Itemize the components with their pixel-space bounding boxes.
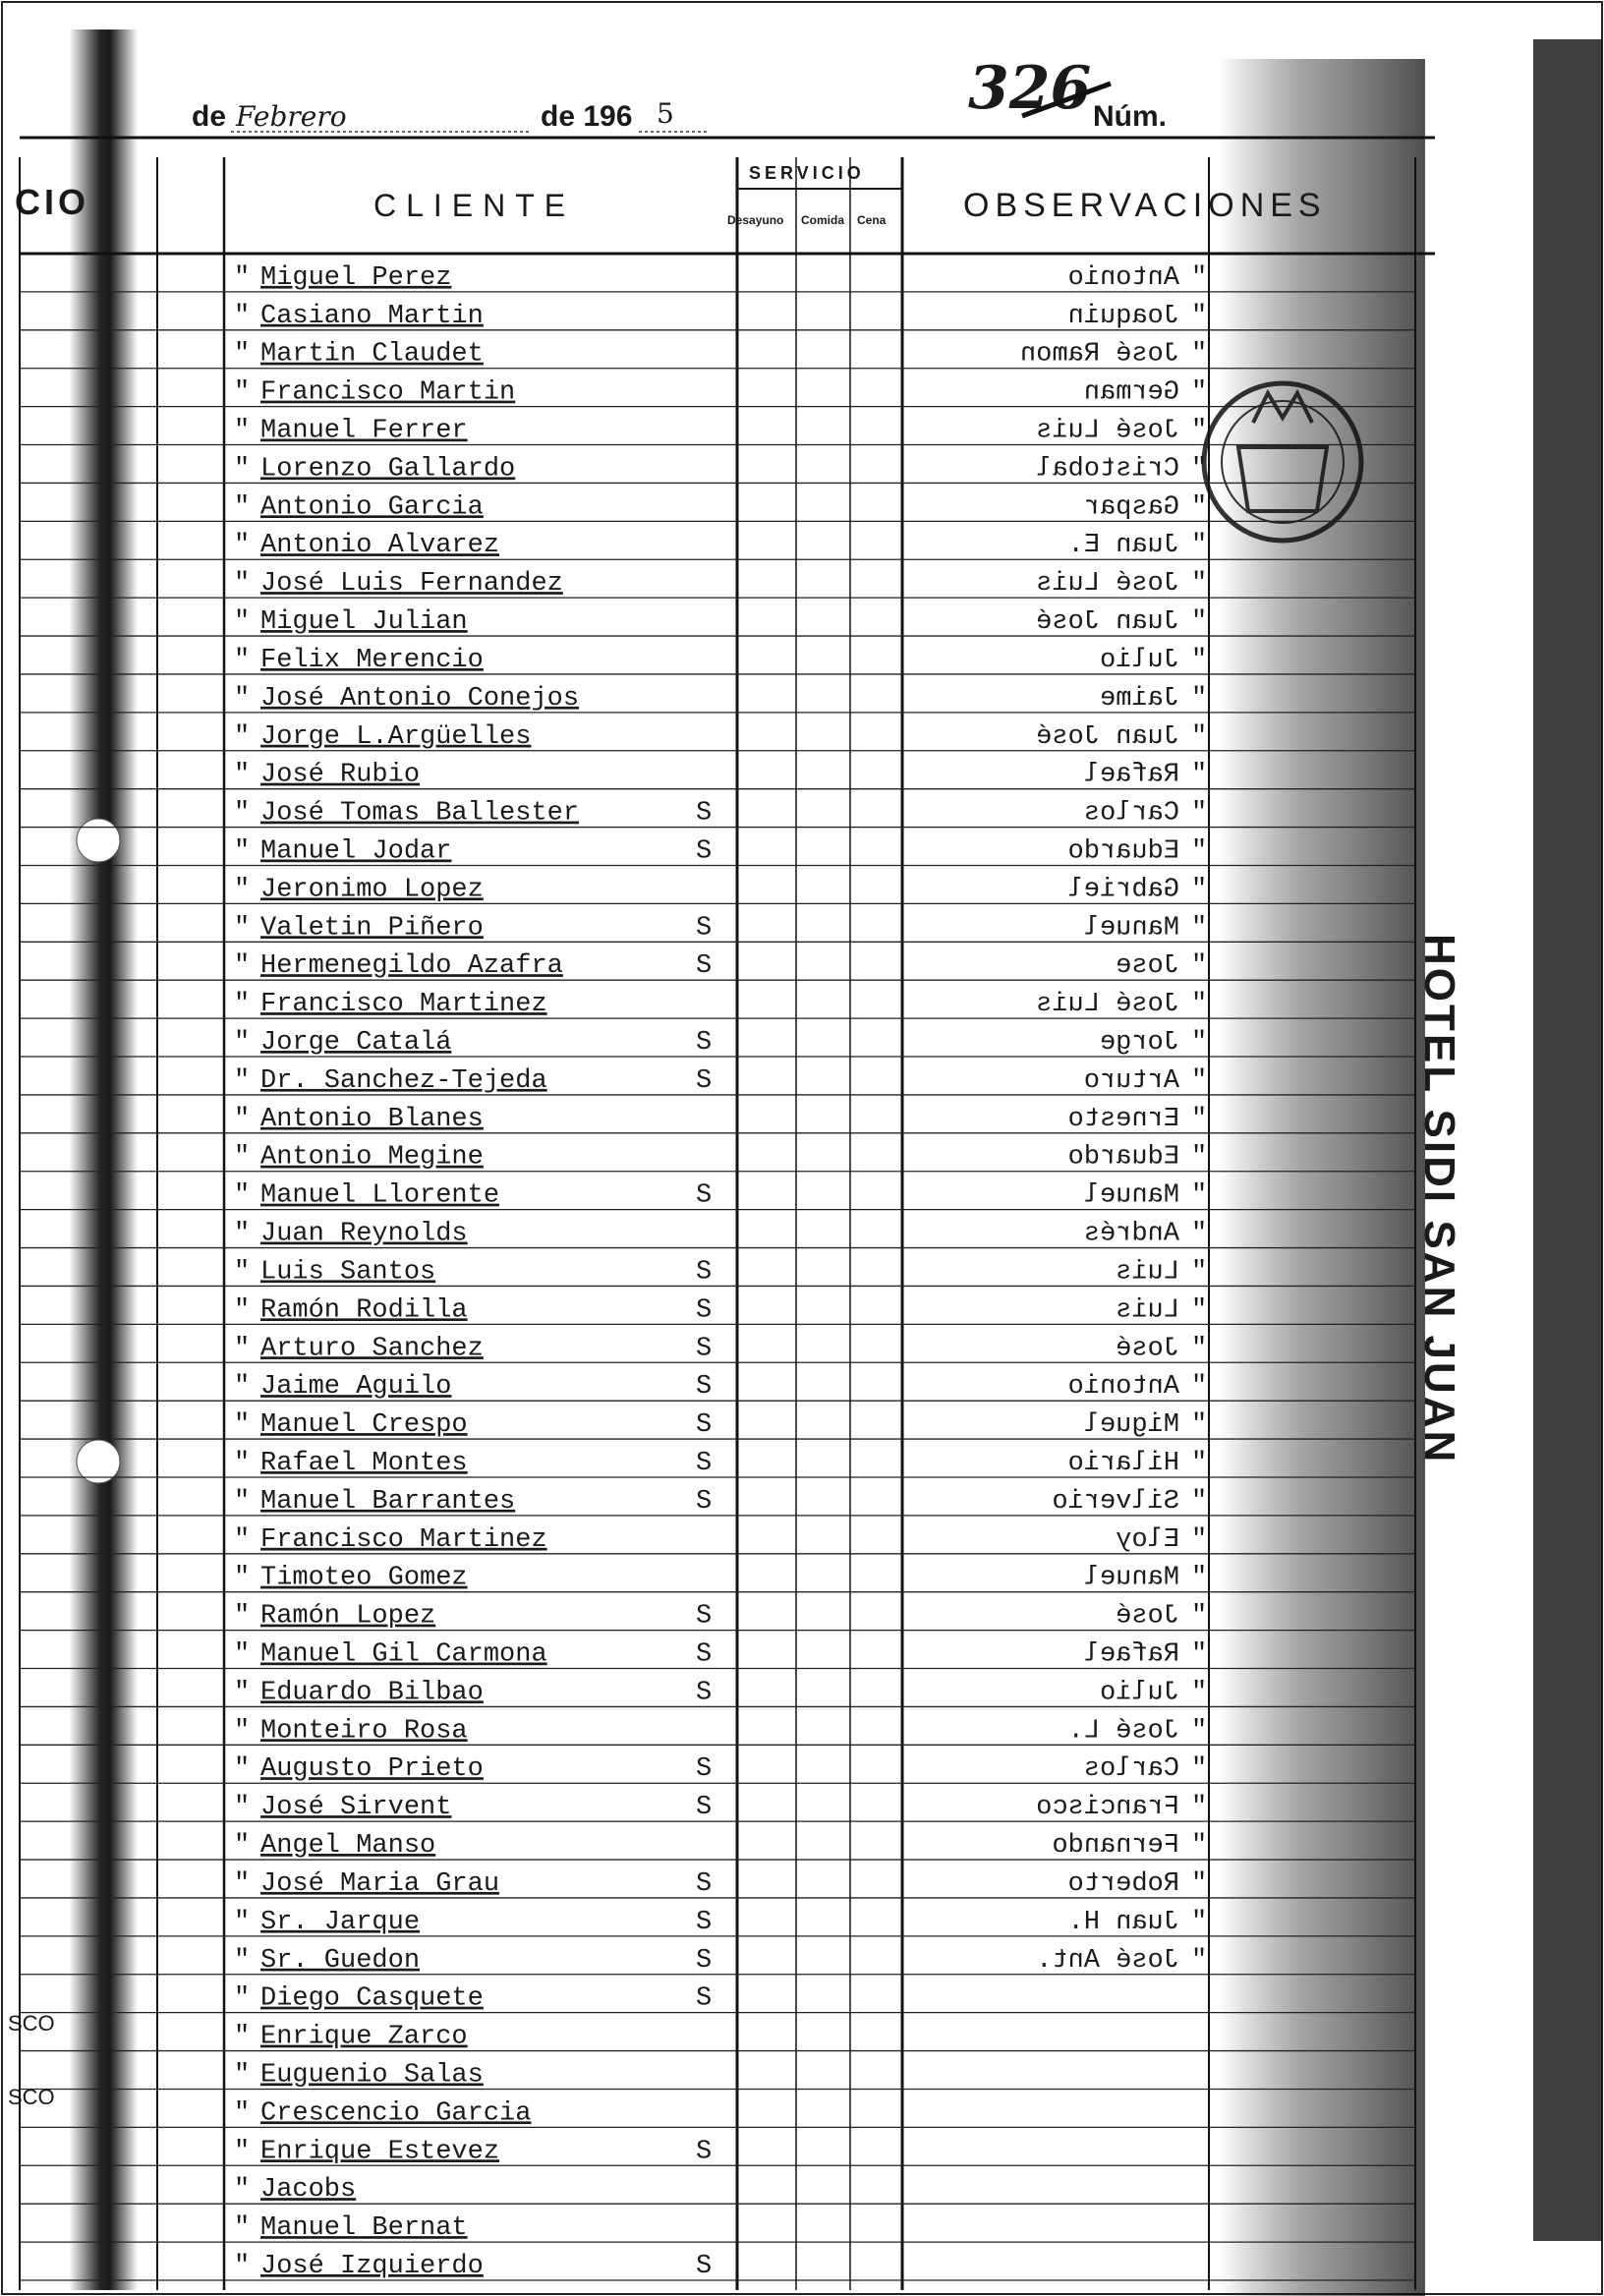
service-mark: S xyxy=(696,1410,713,1441)
ditto-mark: " xyxy=(234,836,251,867)
service-mark: S xyxy=(696,1983,713,2014)
ditto-mark: " xyxy=(234,1716,251,1747)
header-date-prefix: de xyxy=(192,100,227,133)
observation-ditto: " xyxy=(1191,1180,1208,1211)
ditto-mark: " xyxy=(234,2137,251,2167)
ditto-mark: " xyxy=(234,1983,251,2014)
ditto-mark: " xyxy=(234,1639,251,1670)
client-name: Manuel Jodar xyxy=(260,836,452,867)
observation-ditto: " xyxy=(1191,990,1208,1020)
service-mark: S xyxy=(696,798,713,829)
ledger-row xyxy=(234,2060,484,2090)
client-name: Arturo Sanchez xyxy=(260,1334,484,1364)
ditto-mark: " xyxy=(234,2175,251,2206)
service-mark: S xyxy=(696,1601,713,1632)
service-mark: S xyxy=(696,1907,713,1937)
client-name: José Maria Grau xyxy=(260,1868,500,1899)
ditto-mark: " xyxy=(234,1219,251,1249)
observation-text: José Luis xyxy=(1036,416,1179,446)
observation-text: Hilario xyxy=(1067,1448,1179,1478)
observation-text: Gaspar xyxy=(1083,492,1179,523)
client-name: Hermenegildo Azafra xyxy=(260,951,563,982)
client-name: Martin Claudet xyxy=(260,339,484,370)
client-name: Ramón Rodilla xyxy=(260,1295,468,1326)
observation-text: Julio xyxy=(1099,645,1179,675)
observation-ditto: " xyxy=(1191,531,1208,561)
punch-hole-top xyxy=(77,819,120,862)
ditto-mark: " xyxy=(234,2060,251,2091)
observation-text: Juan José xyxy=(1036,607,1179,638)
service-mark: S xyxy=(696,1372,713,1403)
client-name: Euguenio Salas xyxy=(260,2060,484,2091)
ditto-mark: " xyxy=(234,2252,251,2281)
ditto-mark: " xyxy=(234,645,251,675)
observation-text: Juan José xyxy=(1036,721,1179,752)
observation-ditto: " xyxy=(1191,1448,1208,1478)
ditto-mark: " xyxy=(234,1410,251,1441)
header-year-label: de 196 xyxy=(541,100,633,133)
client-name: Antonio Garcia xyxy=(260,492,484,523)
ditto-mark: " xyxy=(234,1601,251,1632)
cena-header: Cena xyxy=(857,213,887,227)
client-name: Augusto Prieto xyxy=(260,1754,484,1785)
client-name: Dr. Sanchez-Tejeda xyxy=(260,1065,547,1096)
observation-ditto: " xyxy=(1191,1142,1208,1173)
ditto-mark: " xyxy=(234,990,251,1020)
observation-ditto: " xyxy=(1191,913,1208,944)
desayuno-header: Desayuno xyxy=(727,213,784,227)
observation-ditto: " xyxy=(1191,1257,1208,1288)
observation-text: Rafael xyxy=(1083,760,1179,790)
observation-text: Eduardo xyxy=(1067,836,1179,867)
observation-ditto: " xyxy=(1191,301,1208,331)
observation-ditto: " xyxy=(1191,683,1208,714)
observation-ditto: " xyxy=(1191,951,1208,982)
ditto-mark: " xyxy=(234,1028,251,1059)
client-name: Manuel Gil Carmona xyxy=(260,1639,547,1670)
ditto-mark: " xyxy=(234,531,251,561)
service-mark: S xyxy=(696,1754,713,1785)
client-name: Casiano Martin xyxy=(260,301,484,331)
observation-ditto: " xyxy=(1191,1563,1208,1593)
client-name: Enrique Zarco xyxy=(260,2022,468,2052)
client-name: Jaime Aguilo xyxy=(260,1372,452,1403)
ditto-mark: " xyxy=(234,1142,251,1173)
service-mark: S xyxy=(696,1486,713,1517)
client-name: Manuel Llorente xyxy=(260,1180,500,1211)
observation-ditto: " xyxy=(1191,1678,1208,1708)
observation-text: Fernando xyxy=(1052,1831,1179,1862)
observation-ditto: " xyxy=(1191,1945,1208,1976)
client-name: Miguel Perez xyxy=(260,262,452,293)
observation-ditto: " xyxy=(1191,416,1208,446)
left-column-fragment: CIO xyxy=(15,182,90,222)
observation-text: Arturo xyxy=(1083,1065,1179,1096)
ledger-row xyxy=(234,2098,531,2128)
observation-ditto: " xyxy=(1191,875,1208,905)
ditto-mark: " xyxy=(234,683,251,714)
ditto-mark: " xyxy=(234,1563,251,1593)
ditto-mark: " xyxy=(234,1868,251,1899)
ditto-mark: " xyxy=(234,721,251,752)
observation-text: Eduardo xyxy=(1067,1142,1179,1173)
ditto-mark: " xyxy=(234,1257,251,1288)
service-mark: S xyxy=(696,1334,713,1364)
observation-text: José xyxy=(1116,1334,1179,1364)
observation-ditto: " xyxy=(1191,1486,1208,1517)
observation-text: Jaime xyxy=(1099,683,1179,714)
service-mark: S xyxy=(696,1678,713,1708)
observation-text: Antonio xyxy=(1067,262,1179,293)
observation-ditto: " xyxy=(1191,836,1208,867)
ditto-mark: " xyxy=(234,301,251,331)
client-name: Eduardo Bilbao xyxy=(260,1678,484,1708)
observation-text: Manuel xyxy=(1083,1180,1179,1211)
observation-ditto: " xyxy=(1191,721,1208,752)
observation-text: Eloy xyxy=(1116,1524,1179,1555)
ditto-mark: " xyxy=(234,798,251,829)
service-mark: S xyxy=(696,1028,713,1059)
ditto-mark: " xyxy=(234,2213,251,2244)
client-name: Timoteo Gomez xyxy=(260,1563,468,1593)
client-name: José Izquierdo xyxy=(260,2252,484,2281)
client-name: Rafael Montes xyxy=(260,1448,468,1478)
client-name: Crescencio Garcia xyxy=(260,2098,532,2129)
ditto-mark: " xyxy=(234,1065,251,1096)
service-mark: S xyxy=(696,1793,713,1823)
client-name: Angel Manso xyxy=(260,1831,436,1862)
ditto-mark: " xyxy=(234,607,251,638)
ditto-mark: " xyxy=(234,1678,251,1708)
client-name: Antonio Alvarez xyxy=(260,531,500,561)
client-name: Lorenzo Gallardo xyxy=(260,454,516,485)
observation-ditto: " xyxy=(1191,1104,1208,1134)
ditto-mark: " xyxy=(234,1372,251,1403)
observation-ditto: " xyxy=(1191,1716,1208,1747)
observation-ditto: " xyxy=(1191,1831,1208,1862)
observation-text: Juan H. xyxy=(1067,1907,1179,1937)
observation-text: Antonio xyxy=(1067,1372,1179,1403)
service-mark: S xyxy=(696,1868,713,1899)
ditto-mark: " xyxy=(234,1180,251,1211)
observation-text: Luis xyxy=(1116,1295,1179,1326)
service-mark: S xyxy=(696,1180,713,1211)
client-name: José Tomas Ballester xyxy=(260,798,580,829)
ditto-mark: " xyxy=(234,2098,251,2129)
ditto-mark: " xyxy=(234,1295,251,1326)
observation-ditto: " xyxy=(1191,1524,1208,1555)
service-mark: S xyxy=(696,1065,713,1096)
client-name: Juan Reynolds xyxy=(260,1219,468,1249)
ditto-mark: " xyxy=(234,951,251,982)
ditto-mark: " xyxy=(234,492,251,523)
observation-ditto: " xyxy=(1191,1295,1208,1326)
ditto-mark: " xyxy=(234,1448,251,1478)
ditto-mark: " xyxy=(234,416,251,446)
ditto-mark: " xyxy=(234,377,251,408)
ditto-mark: " xyxy=(234,1524,251,1555)
observation-text: Carlos xyxy=(1083,1754,1179,1785)
observation-text: Julio xyxy=(1099,1678,1179,1708)
ditto-mark: " xyxy=(234,1907,251,1937)
servicio-header: SERVICIO xyxy=(749,163,865,183)
ditto-mark: " xyxy=(234,1945,251,1976)
ditto-mark: " xyxy=(234,339,251,370)
observaciones-header: OBSERVACIONES xyxy=(963,187,1327,224)
observation-text: Luis xyxy=(1116,1257,1179,1288)
client-name: Valetin Piñero xyxy=(260,913,484,944)
client-name: José Rubio xyxy=(260,760,421,790)
observation-text: Gabriel xyxy=(1067,875,1179,905)
client-name: José Antonio Conejos xyxy=(260,683,580,714)
client-name: Diego Casquete xyxy=(260,1983,484,2014)
client-name: Felix Merencio xyxy=(260,645,484,675)
observation-text: José L. xyxy=(1067,1716,1179,1747)
observation-text: Silverio xyxy=(1052,1486,1179,1517)
client-name: Manuel Bernat xyxy=(260,2213,468,2244)
ditto-mark: " xyxy=(234,875,251,905)
client-name: Manuel Ferrer xyxy=(260,416,468,446)
service-mark: S xyxy=(696,2252,713,2281)
observation-text: Manuel xyxy=(1083,913,1179,944)
header-month: Febrero xyxy=(236,100,347,133)
observation-ditto: " xyxy=(1191,339,1208,370)
observation-ditto: " xyxy=(1191,1219,1208,1249)
observation-ditto: " xyxy=(1191,1793,1208,1823)
observation-text: Miguel xyxy=(1083,1410,1179,1441)
client-name: Ramón Lopez xyxy=(260,1601,436,1632)
header-num-label: Núm. xyxy=(1093,100,1167,133)
observation-text: Rafael xyxy=(1083,1639,1179,1670)
observation-text: German xyxy=(1083,377,1179,408)
ditto-mark: " xyxy=(234,1334,251,1364)
service-mark: S xyxy=(696,913,713,944)
observation-ditto: " xyxy=(1191,1601,1208,1632)
client-name: José Sirvent xyxy=(260,1793,452,1823)
observation-text: Carlos xyxy=(1083,798,1179,829)
observation-ditto: " xyxy=(1191,377,1208,408)
observation-ditto: " xyxy=(1191,1907,1208,1937)
ditto-mark: " xyxy=(234,2022,251,2052)
ditto-mark: " xyxy=(234,569,251,600)
header-year-digit: 5 xyxy=(657,97,674,130)
service-mark: S xyxy=(696,1295,713,1326)
vertical-stamp-text: HOTEL SIDI SAN JUAN xyxy=(1415,934,1463,1465)
observation-ditto: " xyxy=(1191,1639,1208,1670)
ditto-mark: " xyxy=(234,1104,251,1134)
observation-ditto: " xyxy=(1191,262,1208,293)
observation-text: José Luis xyxy=(1036,569,1179,600)
left-mark-2: SCO xyxy=(8,2085,55,2109)
observation-ditto: " xyxy=(1191,1372,1208,1403)
observation-ditto: " xyxy=(1191,645,1208,675)
client-name: Jorge Catalá xyxy=(260,1028,452,1059)
observation-ditto: " xyxy=(1191,569,1208,600)
ditto-mark: " xyxy=(234,1793,251,1823)
service-mark: S xyxy=(696,951,713,982)
client-name: Miguel Julian xyxy=(260,607,468,638)
client-name: Manuel Crespo xyxy=(260,1410,468,1441)
observation-ditto: " xyxy=(1191,1334,1208,1364)
observation-text: Joaquin xyxy=(1067,301,1179,331)
client-name: Sr. Jarque xyxy=(260,1907,421,1937)
observation-text: Roberto xyxy=(1067,1868,1179,1899)
client-name: Francisco Martin xyxy=(260,377,516,408)
observation-text: Manuel xyxy=(1083,1563,1179,1593)
client-name: Luis Santos xyxy=(260,1257,436,1288)
client-name: Jorge L.Argüelles xyxy=(260,721,532,752)
service-mark: S xyxy=(696,836,713,867)
handwritten-page-number: 326 xyxy=(968,54,1092,123)
observation-ditto: " xyxy=(1191,607,1208,638)
observation-text: Francisco xyxy=(1036,1793,1179,1823)
observation-ditto: " xyxy=(1191,1410,1208,1441)
service-mark: S xyxy=(696,2137,713,2167)
observation-ditto: " xyxy=(1191,1065,1208,1096)
observation-text: José Luis xyxy=(1036,990,1179,1020)
observation-text: Andrés xyxy=(1083,1219,1179,1249)
ledger-row xyxy=(234,2213,468,2243)
ditto-mark: " xyxy=(234,262,251,293)
service-mark: S xyxy=(696,1257,713,1288)
ditto-mark: " xyxy=(234,1831,251,1862)
observation-ditto: " xyxy=(1191,454,1208,485)
observation-ditto: " xyxy=(1191,798,1208,829)
observation-text: José xyxy=(1116,1601,1179,1632)
client-name: Jeronimo Lopez xyxy=(260,875,484,905)
ditto-mark: " xyxy=(234,1486,251,1517)
observation-text: Jose xyxy=(1116,951,1179,982)
comida-header: Comida xyxy=(801,213,845,227)
observation-text: Cristobal xyxy=(1036,454,1179,485)
client-name: Francisco Martinez xyxy=(260,1524,547,1555)
left-mark-1: SCO xyxy=(8,2011,55,2036)
observation-ditto: " xyxy=(1191,1868,1208,1899)
ditto-mark: " xyxy=(234,454,251,485)
cliente-header: CLIENTE xyxy=(373,188,576,223)
client-name: Monteiro Rosa xyxy=(260,1716,468,1747)
client-name: Enrique Estevez xyxy=(260,2137,500,2167)
observation-text: Ernesto xyxy=(1067,1104,1179,1134)
client-name: Antonio Blanes xyxy=(260,1104,484,1134)
client-name: Manuel Barrantes xyxy=(260,1486,516,1517)
client-name: Francisco Martinez xyxy=(260,990,547,1020)
observation-text: José Ant. xyxy=(1036,1945,1179,1976)
ditto-mark: " xyxy=(234,1754,251,1785)
observation-ditto: " xyxy=(1191,760,1208,790)
client-name: Jacobs xyxy=(260,2175,357,2206)
service-mark: S xyxy=(696,1945,713,1976)
client-name: José Luis Fernandez xyxy=(260,569,563,600)
client-name: Sr. Guedon xyxy=(260,1945,421,1976)
observation-text: José Ramon xyxy=(1019,339,1179,370)
observation-ditto: " xyxy=(1191,492,1208,523)
service-mark: S xyxy=(696,1639,713,1670)
client-name: Antonio Megine xyxy=(260,1142,484,1173)
observation-text: Jorge xyxy=(1099,1028,1179,1059)
ditto-mark: " xyxy=(234,913,251,944)
observation-ditto: " xyxy=(1191,1028,1208,1059)
observation-ditto: " xyxy=(1191,1754,1208,1785)
ditto-mark: " xyxy=(234,760,251,790)
ledger-row xyxy=(234,2023,468,2052)
observation-text: Juan E. xyxy=(1067,531,1179,561)
service-mark: S xyxy=(696,1448,713,1478)
